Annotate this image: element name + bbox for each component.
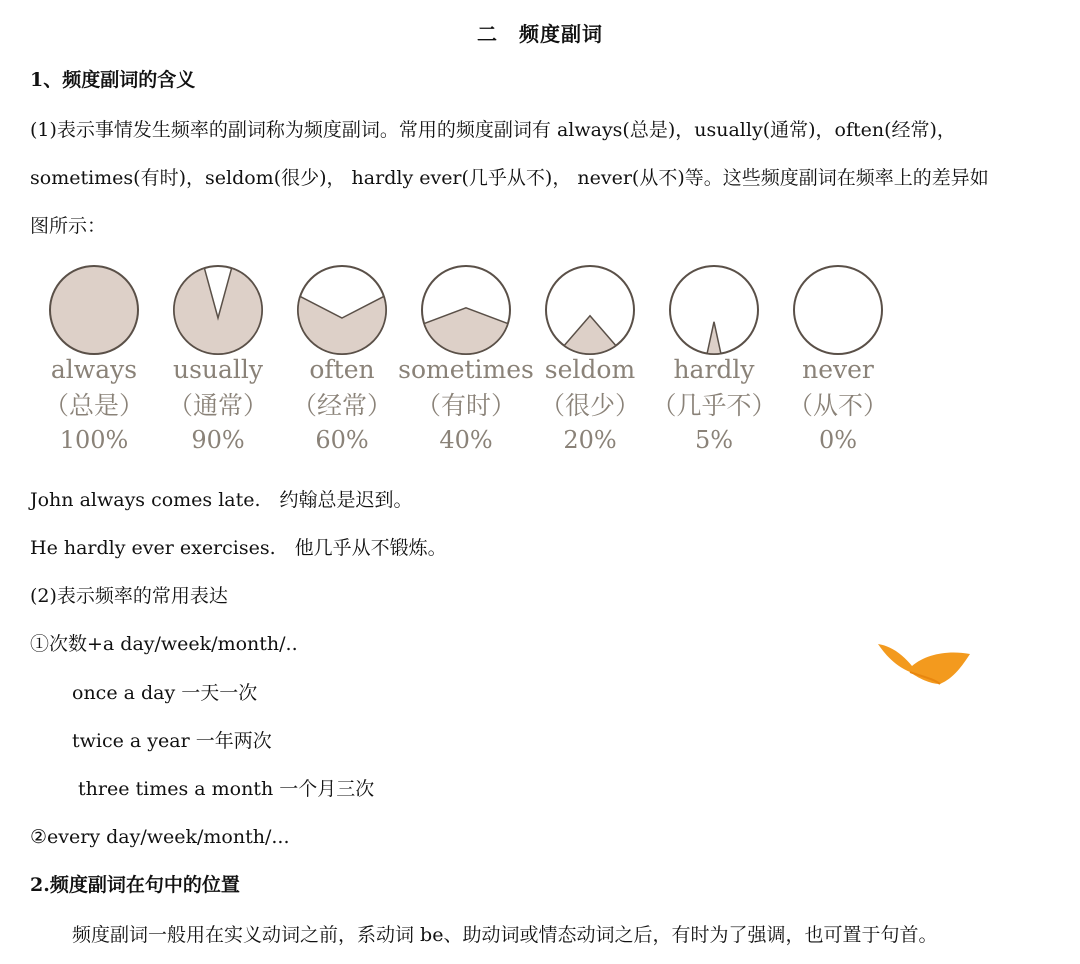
frequency-word-label: never (802, 355, 874, 384)
orange-bird-decoration (874, 636, 974, 688)
pie-circle (50, 266, 138, 354)
frequency-percent-label: 40% (439, 426, 493, 454)
frequency-percent-label: 20% (563, 426, 617, 454)
frequency-cn-label: （很少） (539, 391, 641, 420)
frequency-item-seldom (540, 266, 640, 454)
frequency-cn-label: （从不） (787, 391, 889, 420)
frequency-percent-label: 100% (59, 426, 129, 454)
frequency-cn-label: （经常） (291, 391, 393, 420)
frequency-item-always (44, 266, 144, 454)
frequency-cn-label: （通常） (167, 391, 269, 420)
frequency-item-hardly (651, 266, 776, 454)
frequency-cn-label: （几乎不） (651, 391, 777, 420)
frequency-word-label: seldom (544, 355, 636, 384)
example-sentence-2: He hardly ever exercises. 他几乎从不锻炼。 (30, 537, 447, 559)
para1-line2: sometimes(有时)，seldom(很少)， hardly ever(几乎从不)， never(从不)等。这些频度副词在频率上的差异如 (30, 167, 989, 189)
frequency-word-label: hardly (673, 355, 755, 384)
section1-title: 1、频度副词的含义 (30, 69, 196, 91)
para2-heading: (2)表示频率的常用表达 (30, 585, 228, 607)
para3: 频度副词一般用在实义动词之前，系动词 be、助动词或情态动词之后，有时为了强调，也可置于句首。 (72, 924, 938, 946)
list-item-2: ②every day/week/month/... (30, 826, 290, 848)
frequency-word-label: often (309, 355, 375, 384)
list-item-1: ①次数+a day/week/month/.. (30, 633, 298, 655)
frequency-percent-label: 90% (191, 426, 245, 454)
frequency-cn-label: （总是） (43, 391, 145, 420)
section2-title: 2.频度副词在句中的位置 (30, 874, 240, 896)
page-heading: 二 频度副词 (477, 22, 603, 46)
sub-item-three-times: three times a month 一个月三次 (78, 778, 375, 800)
frequency-item-usually (168, 266, 268, 454)
frequency-item-sometimes (398, 266, 534, 454)
frequency-word-label: always (50, 355, 138, 384)
sub-item-once: once a day 一天一次 (72, 682, 258, 704)
pie-circle (794, 266, 882, 354)
frequency-word-label: usually (172, 355, 264, 384)
para1-line3: 图所示： (30, 215, 107, 237)
frequency-diagram (40, 262, 920, 462)
frequency-cn-label: （有时） (415, 391, 517, 420)
frequency-percent-label: 60% (315, 426, 369, 454)
sub-item-twice: twice a year 一年两次 (72, 730, 272, 752)
frequency-item-never (788, 266, 888, 454)
frequency-word-label: sometimes (398, 355, 534, 384)
para1-line1: (1)表示事情发生频率的副词称为频度副词。常用的频度副词有 always(总是)，usually(通常)，often(经常)， (30, 119, 956, 141)
frequency-percent-label: 0% (818, 426, 858, 454)
example-sentence-1: John always comes late. 约翰总是迟到。 (30, 489, 413, 511)
frequency-percent-label: 5% (694, 426, 734, 454)
frequency-item-often (292, 266, 392, 454)
